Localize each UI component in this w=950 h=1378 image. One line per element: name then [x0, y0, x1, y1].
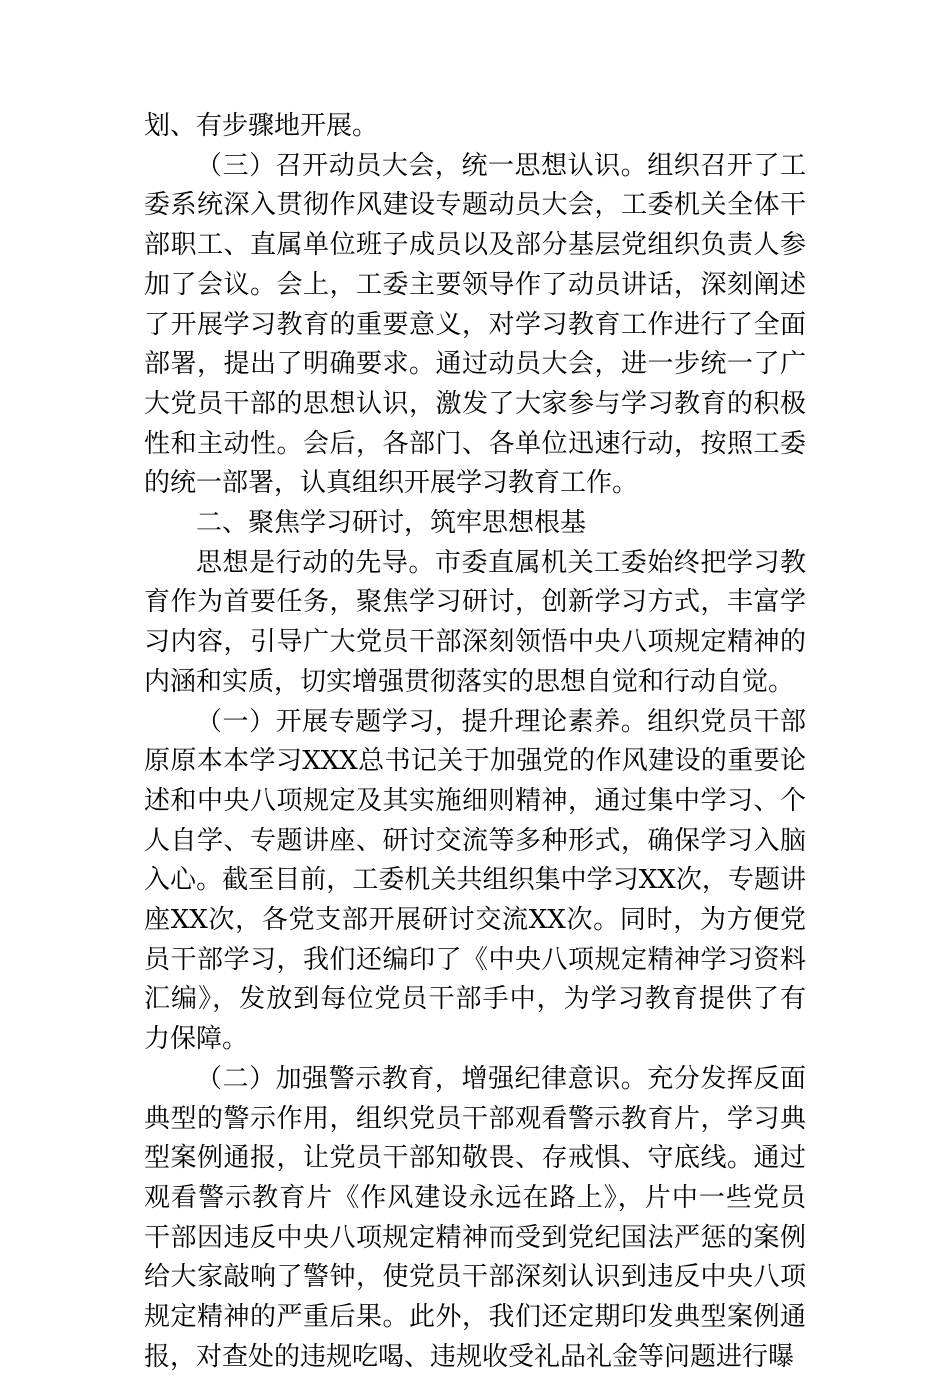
section-heading-study: 二、聚焦学习研讨，筑牢思想根基: [196, 508, 587, 539]
document-body: [144, 107, 806, 1378]
paragraph-special-study: （一）开展专题学习，提升理论素养。组织党员干部原原本本学习XXX总书记关于加强党的作风建设的重要论述和中央八项规定及其实施细则精神，通过集中学习、个人自学、专题讲座、研讨交流等多种形式，确保学习入脑入心。截至目前，工委机关共组织集中学习XX次，专题讲座XX次，各党支部开展研讨交流XX次。同时，为方便党员干部学习，我们还编印了《中央八项规定精神学习资料汇编》，发放到每位党员干部手中，为学习教育提供了有力保障。: [144, 706, 806, 1055]
paragraph-study-intro: 思想是行动的先导。市委直属机关工委始终把学习教育作为首要任务，聚焦学习研讨，创新学习方式，丰富学习内容，引导广大党员干部深刻领悟中央八项规定精神的内涵和实质，切实增强贯彻落实的思想自觉和行动自觉。: [144, 547, 806, 697]
paragraph-mobilization-meeting: （三）召开动员大会，统一思想认识。组织召开了工委系统深入贯彻作风建设专题动员大会，工委机关全体干部职工、直属单位班子成员以及部分基层党组织负责人参加了会议。会上，工委主要领导作了动员讲话，深刻阐述了开展学习教育的重要意义，对学习教育工作进行了全面部署，提出了明确要求。通过动员大会，进一步统一了广大党员干部的思想认识，激发了大家参与学习教育的积极性和主动性。会后，各部门、各单位迅速行动，按照工委的统一部署，认真组织开展学习教育工作。: [144, 150, 806, 499]
paragraph-warning-education: （二）加强警示教育，增强纪律意识。充分发挥反面典型的警示作用，组织党员干部观看警示教育片，学习典型案例通报，让党员干部知敬畏、存戒惧、守底线。通过观看警示教育片《作风建设永远在路上》，片中一些党员干部因违反中央八项规定精神而受到党纪国法严惩的案例给大家敲响了警钟，使党员干部深刻认识到违反中央八项规定精神的严重后果。此外，我们还定期印发典型案例通报，对查处的违规吃喝、违规收受礼品礼金等问题进行曝: [144, 1063, 806, 1372]
paragraph-continuation: 划、有步骤地开展。: [144, 111, 379, 141]
